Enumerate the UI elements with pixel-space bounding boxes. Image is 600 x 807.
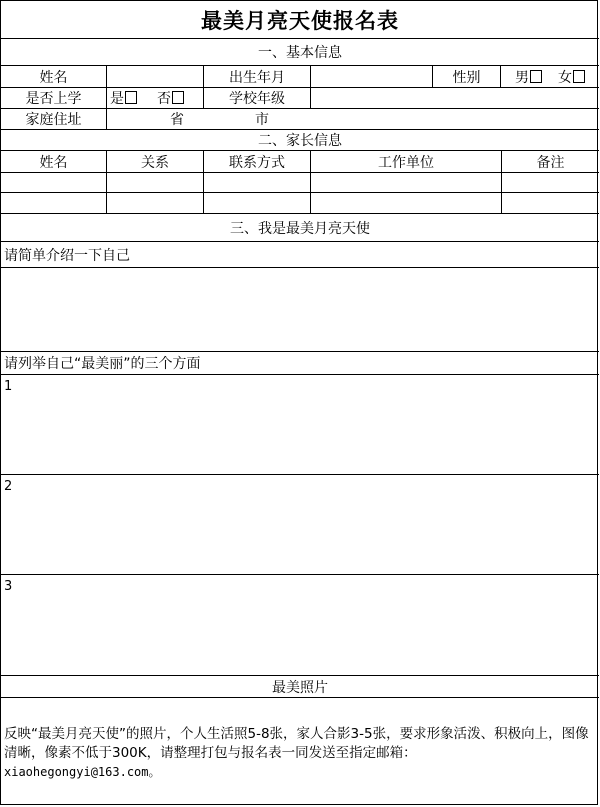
birth-field[interactable] (311, 66, 433, 87)
no-checkbox[interactable] (172, 91, 184, 104)
aspect-1-field[interactable]: 1 (4, 379, 13, 394)
grade-field[interactable] (311, 88, 599, 108)
submission-email[interactable]: xiaohegongyi@163.com。 (4, 765, 161, 779)
basic-info-row-2 (1, 88, 599, 109)
aspect-2-field[interactable]: 2 (4, 479, 13, 494)
school-options (107, 88, 204, 108)
section2-heading: 二、家长信息 (258, 133, 342, 149)
parent1-relation-field[interactable] (107, 173, 204, 192)
photo-instructions-text: 反映“最美月亮天使”的照片，个人生活照5-8张，家人合影3-5张，要求形象活泼、积极向上，图像清晰，像素不低于300K，请整理打包与报名表一同发送至指定邮箱： (4, 726, 589, 761)
intro-answer-field[interactable] (1, 268, 599, 351)
aspects-prompt-row (1, 352, 599, 375)
section3-heading: 三、我是最美月亮天使 (230, 220, 370, 237)
parent1-name-field[interactable] (1, 173, 107, 192)
female-checkbox[interactable] (573, 70, 585, 83)
female-option[interactable]: 女 (558, 67, 585, 87)
parent-header-row (1, 151, 599, 173)
aspects-prompt: 请列举自己“最美丽”的三个方面 (4, 356, 201, 372)
address-field[interactable] (107, 109, 599, 129)
gender-label: 性别 (433, 66, 501, 87)
title-row (1, 1, 599, 39)
section3-heading-row (1, 214, 599, 242)
address-label: 家庭住址 (1, 109, 107, 129)
section2-heading-row (1, 130, 599, 151)
table-row (1, 193, 599, 214)
col-remark-header: 备注 (536, 154, 565, 171)
parent2-workplace-field[interactable] (311, 193, 502, 213)
male-option[interactable]: 男 (515, 67, 542, 87)
col-name-header: 姓名 (1, 151, 107, 172)
parent1-workplace-field[interactable] (311, 173, 502, 192)
province-label: 省 (170, 112, 184, 128)
yes-checkbox[interactable] (125, 91, 137, 104)
section1-heading-row (1, 39, 599, 66)
city-label: 市 (255, 112, 269, 128)
birth-label: 出生年月 (204, 66, 311, 87)
col-workplace-header: 工作单位 (311, 151, 502, 172)
name-label: 姓名 (1, 66, 107, 87)
yes-option[interactable]: 是 (110, 88, 137, 108)
parent1-contact-field[interactable] (204, 173, 311, 192)
intro-prompt-row (1, 242, 599, 268)
section1-heading: 一、基本信息 (258, 45, 342, 61)
photo-instructions (4, 725, 594, 782)
photos-heading: 最美照片 (272, 679, 328, 696)
parent2-contact-field[interactable] (204, 193, 311, 213)
male-checkbox[interactable] (530, 70, 542, 83)
gender-options (501, 66, 599, 87)
name-field[interactable] (107, 66, 204, 87)
parent2-relation-field[interactable] (107, 193, 204, 213)
no-option[interactable]: 否 (157, 88, 184, 108)
aspect-3-field[interactable]: 3 (4, 579, 13, 594)
aspect-2-row (1, 475, 599, 575)
grade-label: 学校年级 (204, 88, 311, 108)
col-contact-header: 联系方式 (204, 151, 311, 172)
photos-heading-row (1, 676, 599, 698)
col-relation-header: 关系 (107, 151, 204, 172)
parent2-remark-field[interactable] (502, 193, 599, 213)
intro-prompt: 请简单介绍一下自己 (4, 247, 130, 264)
table-row (1, 173, 599, 193)
form-title: 最美月亮天使报名表 (201, 8, 399, 33)
parent2-name-field[interactable] (1, 193, 107, 213)
school-question-label: 是否上学 (1, 88, 107, 108)
aspect-3-row (1, 575, 599, 676)
parent1-remark-field[interactable] (502, 173, 599, 192)
basic-info-row-1 (1, 66, 599, 88)
basic-info-row-3 (1, 109, 599, 130)
intro-answer-row (1, 268, 599, 352)
aspect-1-row (1, 375, 599, 475)
